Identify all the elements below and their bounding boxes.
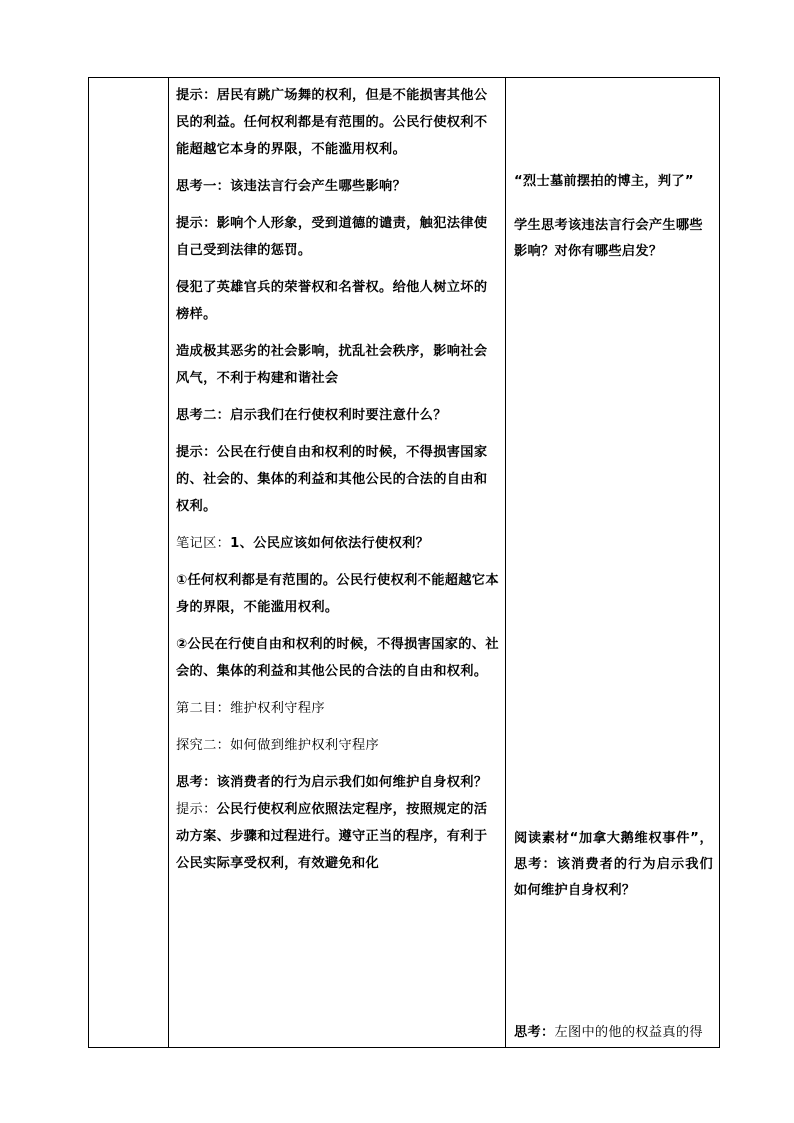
- student-activity-cell: [506, 78, 720, 1048]
- hint-limits: 提示：公民在行使自由和权利的时候，不得损害国家的、社会的、集体的利益和其他公民的合法的自由和权利。: [176, 445, 488, 514]
- impact-honor: 侵犯了英雄官兵的荣誉权和名誉权。给他人树立坏的榜样。: [176, 280, 488, 322]
- student-task-two: 阅读素材“加拿大鹅维权事件”，思考：该消费者的行为启示我们如何维护自身权利？: [514, 831, 713, 898]
- question-two: 思考二：启示我们在行使权利时要注意什么？: [176, 408, 447, 423]
- inquiry-two-title: 探究二：如何做到维护权利守程序: [176, 738, 380, 753]
- task-three-text: 左图中的他的权益真的得: [554, 1025, 703, 1040]
- hint-label: 提示：: [176, 802, 217, 817]
- notes-question: 1、公民应该如何依法行使权利？: [230, 536, 430, 551]
- hint-square-dance: 提示：居民有跳广场舞的权利，但是不能损害其他公民的利益。任何权利都是有范围的。公民行使权利不能超越它本身的界限，不能滥用权利。: [176, 88, 488, 157]
- question-one: 思考一：该违法言行会产生哪些影响？: [176, 179, 407, 194]
- hint-impact: 提示：影响个人形象，受到道德的谴责，触犯法律使自己受到法律的惩罚。: [176, 216, 488, 258]
- table-row: [89, 78, 720, 1048]
- note-point-two: ②公民在行使自由和权利的时候，不得损害国家的、社会的、集体的利益和其他公民的合法的自由和权利。: [176, 637, 499, 679]
- note-point-one: ①任何权利都是有范围的。公民行使权利不能超越它本身的界限，不能滥用权利。: [176, 573, 499, 615]
- task-three-label: 思考：: [514, 1025, 555, 1040]
- consumer-question-text: 思考：该消费者的行为启示我们如何维护自身权利？: [176, 775, 488, 790]
- lesson-plan-table: [88, 77, 720, 1048]
- left-empty-cell: [89, 78, 169, 1048]
- consumer-question: [176, 769, 499, 877]
- student-task-one: 学生思考该违法言行会产生哪些影响？对你有哪些启发？: [514, 218, 703, 259]
- student-task-three: [514, 1020, 713, 1046]
- procedure-hint: 公民行使权利应依照法定程序，按照规定的活动方案、步骤和过程进行。遵守正当的程序，有利于公民实际享受权利，有效避免和化: [176, 802, 488, 871]
- impact-society: 造成极其恶劣的社会影响，扰乱社会秩序，影响社会风气，不利于构建和谐社会: [176, 344, 488, 386]
- notes-heading: [176, 530, 499, 557]
- notes-label: 笔记区：: [176, 536, 231, 551]
- case-title: “烈士墓前摆拍的博主，判了”: [514, 174, 694, 189]
- teaching-content-cell: [169, 78, 506, 1048]
- section-two-title: 第二目：维护权利守程序: [176, 701, 325, 716]
